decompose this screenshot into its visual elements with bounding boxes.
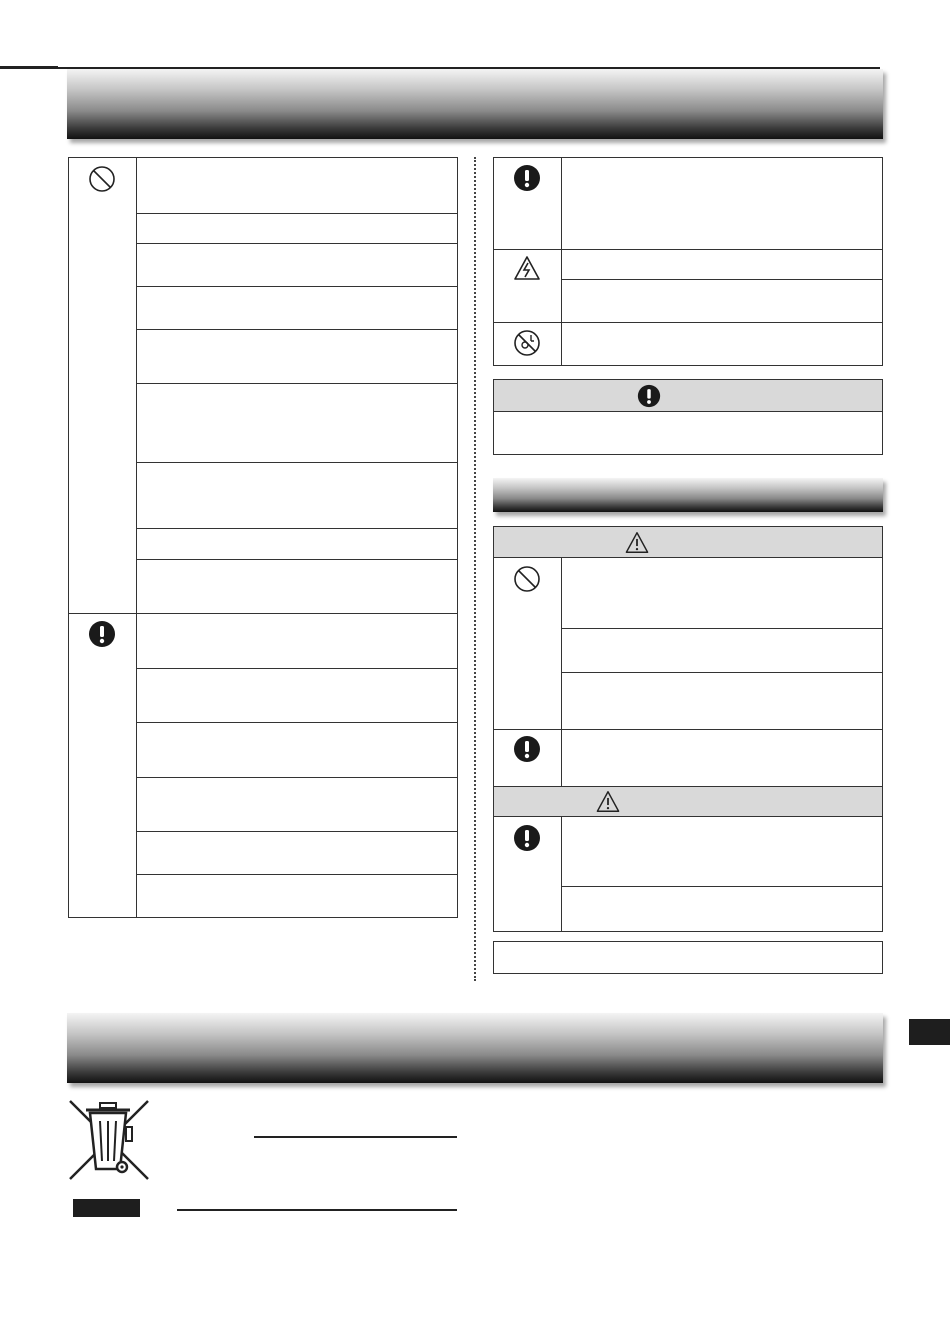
row-divider: [136, 831, 458, 832]
group-divider: [68, 613, 458, 614]
crossed-out-wheelie-bin-icon: [66, 1097, 152, 1183]
section-banner-top: [67, 69, 883, 139]
underline-rule: [177, 1209, 457, 1211]
row-divider: [561, 672, 883, 673]
caution-header-bar: [494, 786, 882, 817]
row-divider: [136, 329, 458, 330]
page-side-tab: [909, 1019, 950, 1045]
note-box: [493, 941, 883, 974]
no-water-icon: [513, 329, 541, 357]
group-divider: [493, 249, 883, 250]
row-divider: [136, 213, 458, 214]
row-divider: [561, 279, 883, 280]
right-precautions-table: [493, 157, 883, 366]
exclamation-circle-icon: [637, 384, 661, 408]
row-divider: [136, 668, 458, 669]
row-divider: [136, 243, 458, 244]
group-divider: [493, 322, 883, 323]
row-divider: [136, 286, 458, 287]
row-divider: [136, 528, 458, 529]
underline-rule: [254, 1136, 457, 1138]
group-divider: [493, 729, 883, 730]
left-precautions-table: [68, 157, 458, 918]
section-banner-right: [493, 478, 883, 512]
warning-triangle-icon: [595, 790, 621, 813]
caution-box-header: [494, 380, 882, 412]
warning-triangle-icon: [624, 531, 650, 554]
row-divider: [136, 777, 458, 778]
right-table-icon-column-divider: [561, 157, 562, 366]
row-divider: [136, 722, 458, 723]
section-banner-bottom: [67, 1013, 883, 1083]
top-rule-stub: [0, 66, 58, 69]
right-lower-icon-column-divider: [561, 817, 562, 932]
exclamation-circle-icon: [513, 735, 541, 763]
warning-header-bar: [494, 527, 882, 558]
row-divider: [136, 383, 458, 384]
exclamation-circle-icon: [513, 824, 541, 852]
exclamation-circle-icon: [88, 620, 116, 648]
prohibited-circle-icon: [88, 165, 116, 193]
row-divider: [561, 886, 883, 887]
electric-shock-warning-icon: [513, 255, 541, 281]
left-table-icon-column-divider: [136, 157, 137, 918]
black-label-badge: [73, 1199, 140, 1217]
row-divider: [136, 462, 458, 463]
column-separator-dotted: [474, 157, 476, 981]
row-divider: [136, 874, 458, 875]
prohibited-circle-icon: [513, 565, 541, 593]
row-divider: [136, 559, 458, 560]
row-divider: [561, 628, 883, 629]
exclamation-circle-icon: [513, 164, 541, 192]
